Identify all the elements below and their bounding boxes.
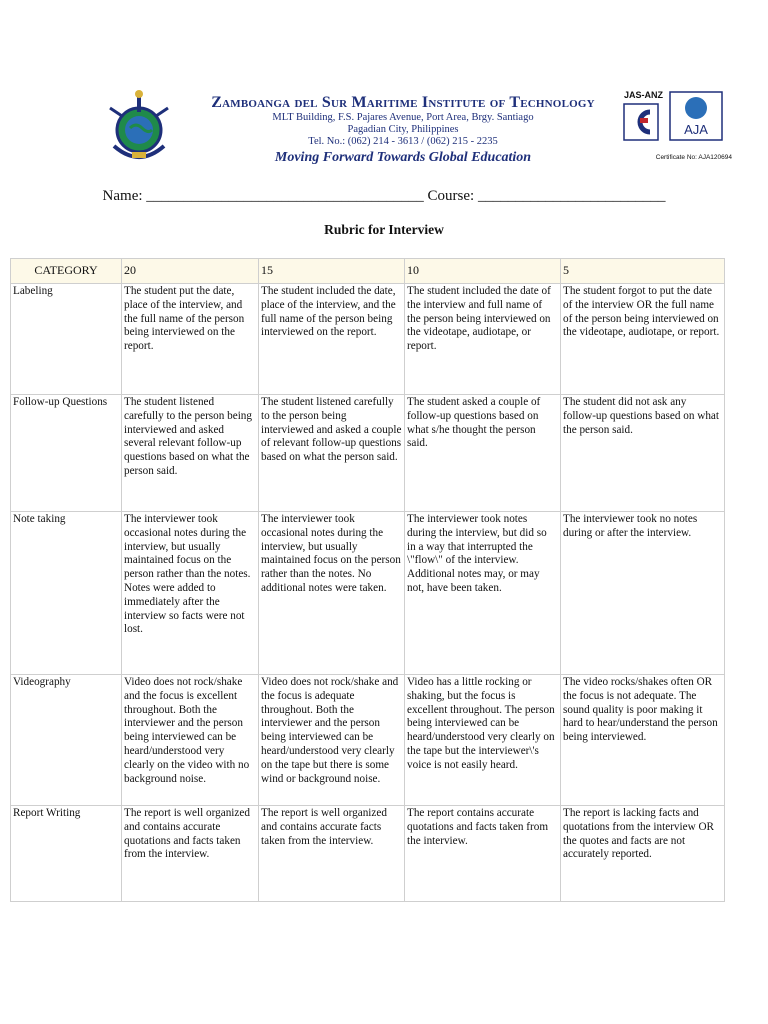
table-cell: The report is well organized and contains accurate quotations and facts taken from the interview. [122,806,259,902]
name-field[interactable]: _____________________________________ [146,188,424,204]
table-row [11,512,725,675]
table-cell: The student did not ask any follow-up questions based on what the person said. [561,395,725,512]
table-cell: The student forgot to put the date of the interview OR the full name of the person being interviewed on the videotape, audiotape, or report. [561,284,725,395]
telephone: Tel. No.: (062) 214 - 3613 / (062) 215 - 2235 [308,136,498,147]
table-cell: The report is well organized and contains accurate facts taken from the interview. [259,806,405,902]
jas-anz-label: JAS-ANZ [624,90,664,100]
table-cell: The student put the date, place of the interview, and the full name of the person being interviewed on the report. [122,284,259,395]
header-category: CATEGORY [11,259,122,284]
header-score-20: 20 [122,259,259,284]
course-label: Course: [427,188,475,204]
row-category: Labeling [11,284,122,395]
table-cell: The video rocks/shakes often OR the focus is not adequate. The sound quality is poor making it hard to hear/understand the person being interviewed. [561,675,725,806]
motto: Moving Forward Towards Global Education [274,150,532,165]
table-row [11,284,725,395]
table-row [11,395,725,512]
name-label: Name: [102,188,143,204]
certificate-number: Certificate No: AJA120694 [655,154,732,161]
header-score-10: 10 [405,259,561,284]
header-score-15: 15 [259,259,405,284]
table-cell: Video does not rock/shake and the focus is excellent throughout. Both the interviewer and the person being interviewed can be heard/understood very clearly on the video with no background noise. [122,675,259,806]
letterhead [100,88,732,178]
table-cell: Video has a little rocking or shaking, but the focus is excellent throughout. The person being interviewed can be heard/understood very clearly on the tape but the interviewer\'s voice is not easily heard. [405,675,561,806]
institute-name: Zamboanga del Sur Maritime Institute of Technology [211,94,595,111]
institute-seal-icon [100,88,178,166]
course-field[interactable]: _________________________ [477,188,666,204]
address-line-2: Pagadian City, Philippines [347,124,459,135]
row-category: Videography [11,675,122,806]
table-cell: The student listened carefully to the person being interviewed and asked a couple of relevant follow-up questions based on what the person said. [259,395,405,512]
page-title: Rubric for Interview [324,222,444,237]
table-header-row [11,259,725,284]
table-cell: The interviewer took occasional notes during the interview, but usually maintained focus on the person rather than the notes. Notes were added to immediately after the interview so facts were not lost. [122,512,259,675]
table-cell: The report contains accurate quotations and facts taken from the interview. [405,806,561,902]
table-cell: The interviewer took notes during the interview, but did so in a way that interrupted the \"flow\" of the interview. Additional notes may, or may not, have been taken. [405,512,561,675]
name-course-line [0,188,768,205]
table-cell: The interviewer took no notes during or after the interview. [561,512,725,675]
table-cell: The student included the date of the interview and full name of the person being interviewed on the videotape, audiotape, or report. [405,284,561,395]
table-row [11,806,725,902]
table-cell: The report is lacking facts and quotations from the interview OR the quotes and facts are not accurately reported. [561,806,725,902]
table-cell: The student listened carefully to the person being interviewed and asked several relevant follow-up questions based on what the person said. [122,395,259,512]
rubric-table [10,258,725,902]
table-row [11,675,725,806]
row-category: Report Writing [11,806,122,902]
address-line-1: MLT Building, F.S. Pajares Avenue, Port Area, Brgy. Santiago [272,112,534,123]
table-cell: Video does not rock/shake and the focus is adequate throughout. Both the interviewer and the person being interviewed can be heard/understood very clearly on the tape but there is some wind or background noise. [259,675,405,806]
institute-info [188,94,618,166]
row-category: Note taking [11,512,122,675]
table-cell: The interviewer took occasional notes during the interview, but usually maintained focus on the person rather than the notes. No additional notes were taken. [259,512,405,675]
row-category: Follow-up Questions [11,395,122,512]
table-cell: The student asked a couple of follow-up questions based on what s/he thought the person said. [405,395,561,512]
header-score-5: 5 [561,259,725,284]
table-cell: The student included the date, place of the interview, and the full name of the person being interviewed on the report. [259,284,405,395]
aja-label: AJA [684,122,708,137]
